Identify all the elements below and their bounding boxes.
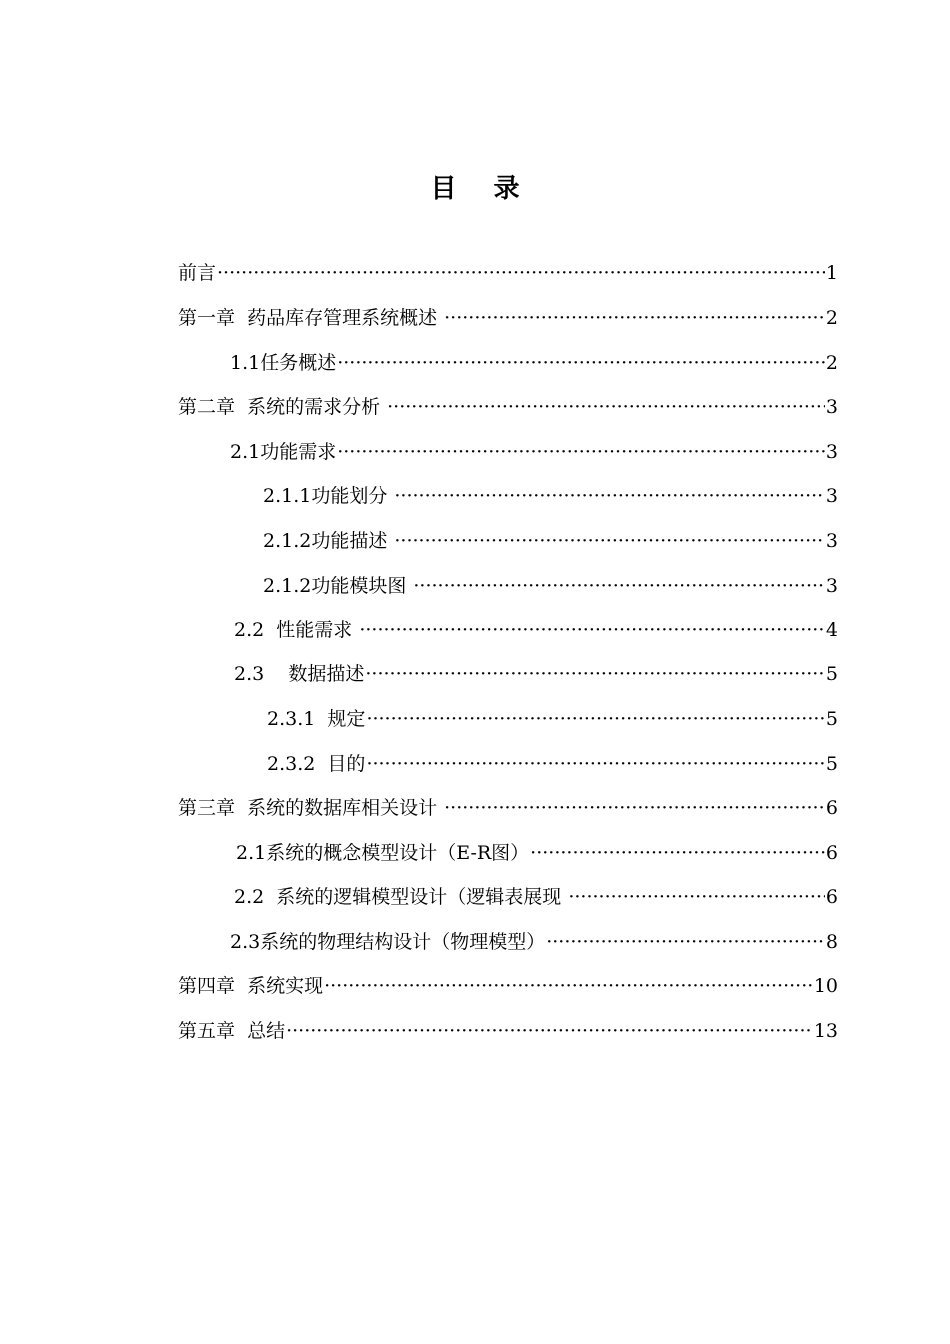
toc-entry-label: 2.2 性能需求 — [234, 619, 359, 641]
toc-entry-page: 5 — [825, 753, 838, 775]
toc-entry-page: 6 — [825, 842, 838, 864]
toc-entry-label: 2.2 系统的逻辑模型设计（逻辑表展现 — [234, 886, 568, 908]
dot-leader — [324, 971, 813, 1001]
dot-leader — [359, 615, 825, 645]
toc-entry-page: 6 — [825, 797, 838, 819]
toc-entry-page: 4 — [825, 619, 838, 641]
toc-entry-page: 3 — [825, 396, 838, 418]
dot-leader — [394, 526, 825, 556]
toc-entry-page: 3 — [825, 441, 838, 463]
toc-entry-2-3-1[interactable] — [267, 704, 838, 734]
toc-entry-2-1-1[interactable] — [263, 481, 838, 511]
toc-entry-chapter-3[interactable] — [178, 793, 838, 823]
toc-entry-label: 第一章 药品库存管理系统概述 — [178, 307, 444, 329]
dot-leader — [413, 571, 825, 601]
toc-entry-2-1[interactable] — [230, 437, 838, 467]
dot-leader — [217, 258, 825, 288]
toc-entry-page: 5 — [825, 708, 838, 730]
toc-entry-label: 第三章 系统的数据库相关设计 — [178, 797, 444, 819]
dot-leader — [366, 749, 824, 779]
toc-entry-label: 2.1功能需求 — [230, 441, 337, 463]
toc-entry-label: 2.1系统的概念模型设计（E-R图） — [236, 842, 530, 864]
toc-entry-preface[interactable] — [178, 258, 838, 288]
toc-entry-page: 10 — [813, 975, 838, 997]
toc-entry-label: 2.3.1 规定 — [267, 708, 366, 730]
toc-entry-label: 1.1任务概述 — [230, 352, 337, 374]
toc-entry-label: 第五章 总结 — [178, 1020, 286, 1042]
dot-leader — [387, 392, 825, 422]
toc-entry-1-1[interactable] — [230, 348, 838, 378]
toc-entry-page: 8 — [825, 931, 838, 953]
dot-leader — [530, 838, 825, 868]
dot-leader — [444, 793, 825, 823]
dot-leader — [568, 882, 825, 912]
toc-entry-2-1-2[interactable] — [263, 526, 838, 556]
toc-entry-chapter-1[interactable] — [178, 303, 838, 333]
toc-entry-2-3-2[interactable] — [267, 749, 838, 779]
toc-entry-3-1[interactable] — [236, 838, 838, 868]
toc-entry-page: 5 — [825, 663, 838, 685]
toc-entry-2-1-2-diagram[interactable] — [263, 571, 838, 601]
toc-entry-page: 13 — [813, 1020, 838, 1042]
dot-leader — [365, 659, 825, 689]
toc-entry-page: 6 — [825, 886, 838, 908]
toc-entry-page: 3 — [825, 485, 838, 507]
dot-leader — [366, 704, 824, 734]
dot-leader — [337, 437, 825, 467]
page-title: 目 录 — [430, 174, 534, 204]
toc-entry-label: 2.3.2 目的 — [267, 753, 366, 775]
toc-entry-chapter-4[interactable] — [178, 971, 838, 1001]
toc-entry-3-2[interactable] — [234, 882, 838, 912]
toc-entry-label: 2.1.2功能描述 — [263, 530, 394, 552]
toc-entry-page: 1 — [825, 262, 838, 284]
toc-entry-label: 第二章 系统的需求分析 — [178, 396, 387, 418]
toc-entry-label: 2.1.1功能划分 — [263, 485, 394, 507]
toc-entry-chapter-2[interactable] — [178, 392, 838, 422]
toc-entry-label: 2.3系统的物理结构设计（物理模型） — [230, 931, 546, 953]
dot-leader — [546, 927, 825, 957]
toc-entry-3-3[interactable] — [230, 927, 838, 957]
toc-entry-2-3[interactable] — [234, 659, 838, 689]
toc-entry-2-2[interactable] — [234, 615, 838, 645]
toc-entry-label: 前言 — [178, 262, 217, 284]
toc-entry-page: 3 — [825, 575, 838, 597]
toc-entry-page: 3 — [825, 530, 838, 552]
toc-entry-page: 2 — [825, 352, 838, 374]
dot-leader — [337, 348, 825, 378]
dot-leader — [444, 303, 825, 333]
toc-entry-page: 2 — [825, 307, 838, 329]
dot-leader — [394, 481, 825, 511]
toc-entry-chapter-5[interactable] — [178, 1016, 838, 1046]
toc-entry-label: 第四章 系统实现 — [178, 975, 324, 997]
toc-entry-label: 2.3 数据描述 — [234, 663, 365, 685]
dot-leader — [286, 1016, 813, 1046]
toc-entry-label: 2.1.2功能模块图 — [263, 575, 413, 597]
